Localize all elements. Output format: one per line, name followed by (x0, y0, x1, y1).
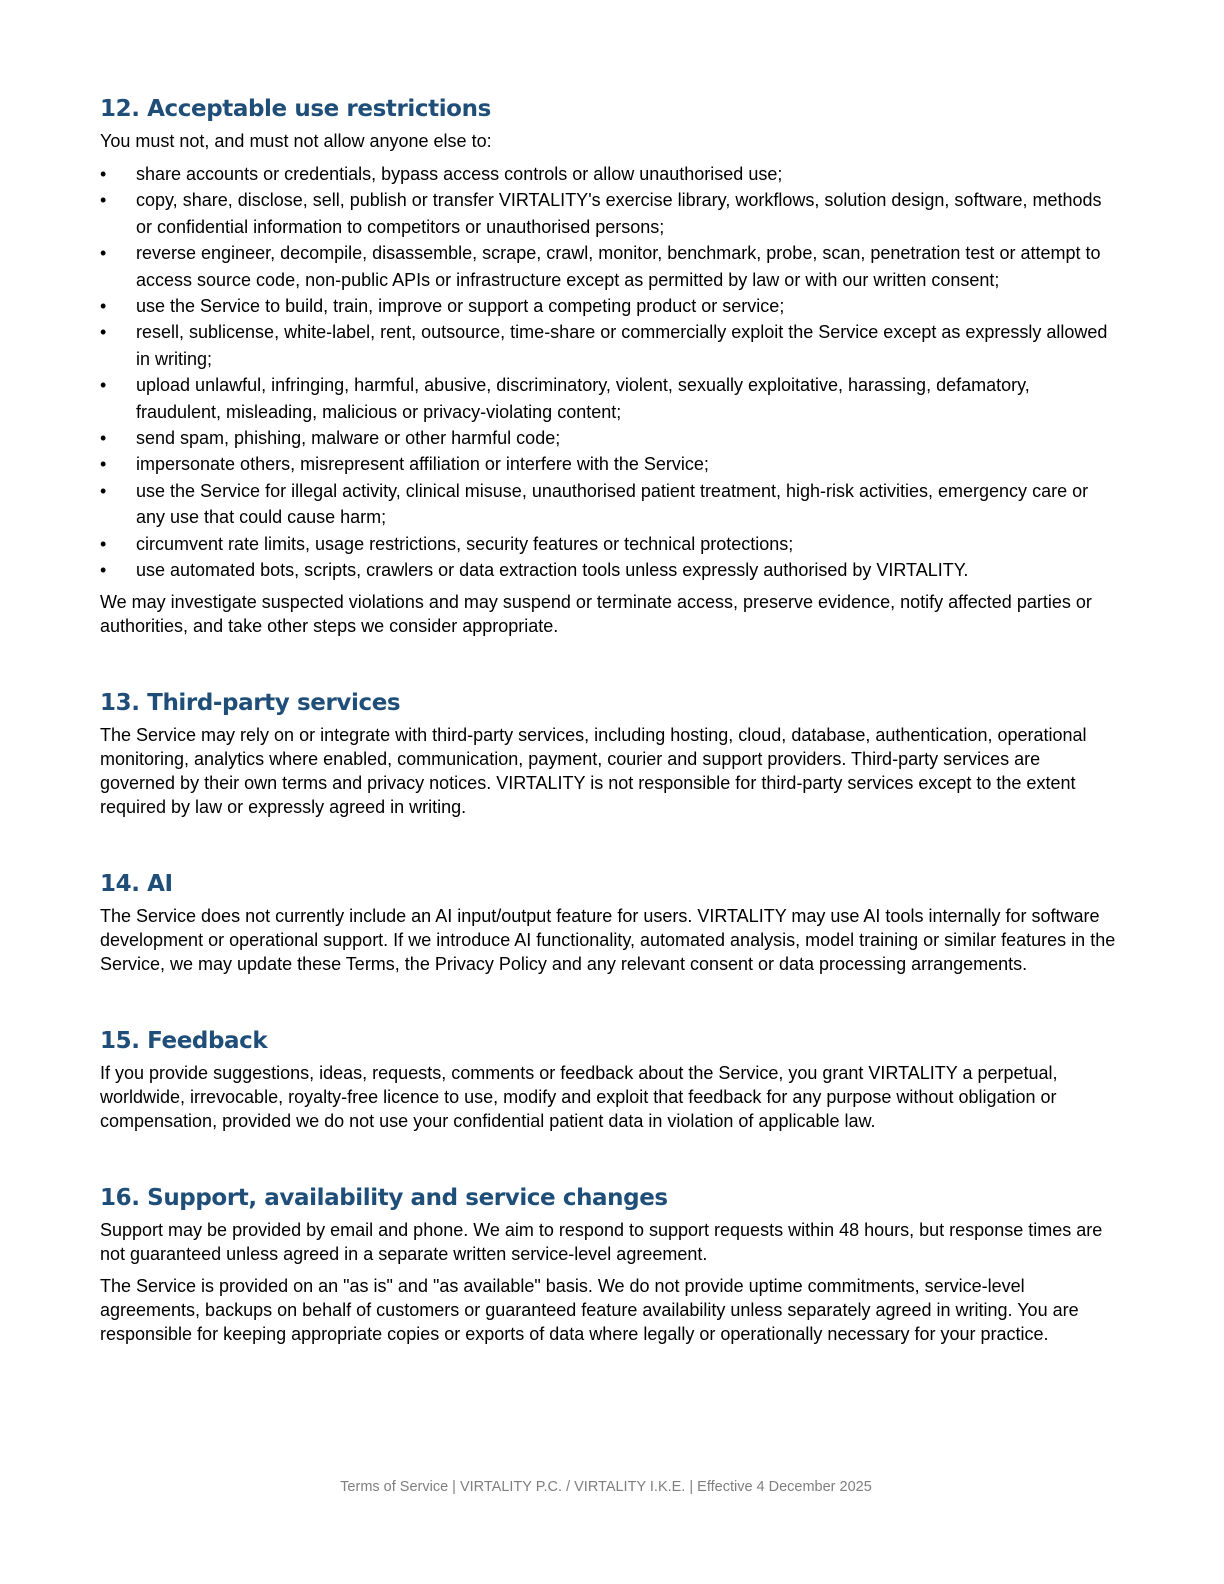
bullet-icon: • (100, 480, 107, 501)
document-page (100, 92, 1116, 1354)
list-item (100, 187, 1116, 240)
list-item-text: reverse engineer, decompile, disassemble, scrape, crawl, monitor, benchmark, probe, scan, penetration test or attempt to access source code, non-public APIs or infrastructure except as permitted by law or with our written consent; (136, 243, 1101, 290)
section-heading: 16. Support, availability and service changes (100, 1184, 668, 1211)
list-item (100, 425, 1116, 451)
section-heading: 14. AI (100, 870, 173, 897)
list-item (100, 319, 1116, 372)
bullet-icon: • (100, 533, 107, 554)
list-item-text: resell, sublicense, white-label, rent, outsource, time-share or commercially exploit the Service except as expressly allowed in writing; (136, 322, 1108, 369)
section-third-party-services (100, 686, 1116, 819)
list-item-text: upload unlawful, infringing, harmful, abusive, discriminatory, violent, sexually exploitative, harassing, defamatory, fraudulent, misleading, malicious or privacy-violating content; (136, 375, 1030, 422)
bullet-icon: • (100, 243, 107, 264)
list-item (100, 240, 1116, 293)
bullet-icon: • (100, 164, 107, 184)
section-paragraph: The Service does not currently include an AI input/output feature for users. VIRTALITY may use AI tools internally for software development or operational support. If we introduce AI functionality, automated analysis, model training or similar features in the Service, we may update these Terms, the Privacy Policy and any relevant consent or data processing arrangements. (100, 905, 1116, 974)
section-paragraph: The Service is provided on an "as is" and "as available" basis. We do not provide uptime commitments, service-level agreements, backups on behalf of customers or guaranteed feature availability unless separately agreed in writing. You are responsible for keeping appropriate copies or exports of data where legally or operationally necessary for your practice. (100, 1275, 1079, 1344)
bullet-icon: • (100, 454, 107, 475)
bullet-icon: • (100, 560, 107, 581)
bullet-icon: • (100, 190, 107, 211)
list-item-text: use the Service for illegal activity, clinical misuse, unauthorised patient treatment, high-risk activities, emergency care or any use that could cause harm; (136, 480, 1089, 528)
bullet-icon: • (100, 375, 107, 396)
list-item-text: use automated bots, scripts, crawlers or data extraction tools unless expressly authorised by VIRTALITY. (136, 560, 969, 581)
list-item (100, 531, 1116, 557)
section-intro: You must not, and must not allow anyone else to: (100, 131, 492, 151)
list-item-text: impersonate others, misrepresent affiliation or interfere with the Service; (136, 454, 709, 475)
section-heading: 12. Acceptable use restrictions (100, 96, 491, 122)
list-item-text: use the Service to build, train, improve or support a competing product or service; (136, 296, 785, 317)
section-support-availability (100, 1181, 1116, 1346)
list-item (100, 293, 1116, 319)
section-paragraph: If you provide suggestions, ideas, requests, comments or feedback about the Service, you grant VIRTALITY a perpetual, worldwide, irrevocable, royalty-free licence to use, modify and exploit that feedback for any purpose without obligation or compensation, provided we do not use your confidential patient data in violation of applicable law. (100, 1062, 1058, 1131)
list-item-text: circumvent rate limits, usage restrictions, security features or technical protections; (136, 533, 794, 554)
restrictions-list (100, 161, 1116, 584)
list-item (100, 161, 1116, 187)
section-outro: We may investigate suspected violations and may suspend or terminate access, preserve evidence, notify affected parties or authorities, and take other steps we consider appropriate. (100, 591, 1092, 636)
section-heading: 13. Third-party services (100, 689, 401, 716)
bullet-icon: • (100, 322, 107, 343)
bullet-icon: • (100, 296, 107, 317)
list-item-text: send spam, phishing, malware or other harmful code; (136, 428, 561, 449)
section-acceptable-use (100, 92, 1116, 638)
list-item (100, 557, 1116, 583)
list-item (100, 451, 1116, 477)
bullet-icon: • (100, 428, 107, 449)
list-item (100, 478, 1116, 531)
section-ai (100, 867, 1116, 976)
section-paragraph: The Service may rely on or integrate with third-party services, including hosting, cloud, database, authentication, operational monitoring, analytics where enabled, communication, payment, courier and support providers. Third-party services are governed by their own terms and privacy notices. VIRTALITY is not responsible for third-party services except to the extent required by law or expressly agreed in writing. (100, 724, 1087, 817)
section-heading: 15. Feedback (100, 1027, 268, 1054)
list-item (100, 372, 1116, 425)
page-footer: Terms of Service | VIRTALITY P.C. / VIRTALITY I.K.E. | Effective 4 December 2025 (340, 1479, 872, 1495)
section-paragraph: Support may be provided by email and phone. We aim to respond to support requests within 48 hours, but response times are not guaranteed unless agreed in a separate written service-level agreement. (100, 1219, 1103, 1264)
section-feedback (100, 1024, 1116, 1133)
list-item-text: share accounts or credentials, bypass access controls or allow unauthorised use; (136, 164, 783, 184)
list-item-text: copy, share, disclose, sell, publish or transfer VIRTALITY's exercise library, workflows, solution design, software, methods or confidential information to competitors or unauthorised persons; (136, 190, 1102, 237)
